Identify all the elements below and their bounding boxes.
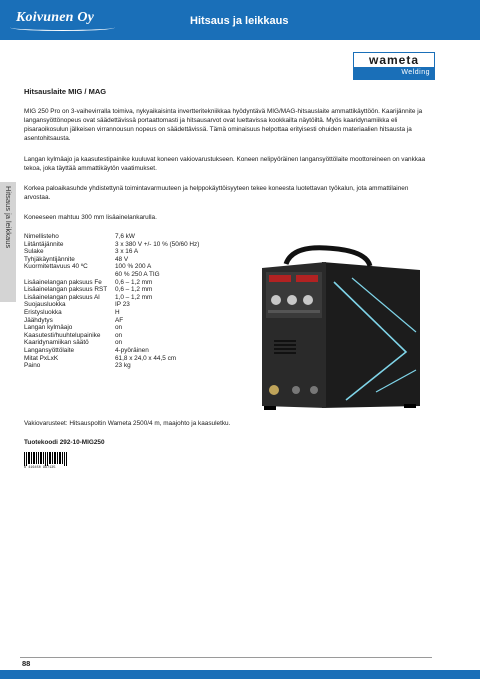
spec-label: Nimellisteho bbox=[24, 233, 59, 240]
spec-label: Langansyöttölaite bbox=[24, 346, 75, 354]
side-tab-label: Hitsaus ja leikkaus bbox=[4, 186, 13, 249]
spec-row bbox=[24, 263, 254, 271]
spec-value: H bbox=[115, 308, 120, 316]
spec-value: on bbox=[115, 324, 123, 332]
spec-value: 7,6 kW bbox=[115, 233, 135, 240]
spec-row bbox=[24, 241, 254, 249]
brand-subtitle: Welding bbox=[354, 67, 434, 79]
brand-name: wameta bbox=[368, 53, 420, 67]
side-section-tab bbox=[0, 182, 16, 302]
footer-bar bbox=[0, 670, 480, 679]
specs-table bbox=[24, 233, 254, 370]
spec-value: 61,8 x 24,0 x 44,5 cm bbox=[115, 354, 177, 362]
spec-value: IP 23 bbox=[115, 301, 130, 309]
brand-logo bbox=[353, 52, 435, 80]
company-logo: Koivunen Oy bbox=[16, 10, 95, 25]
spec-label: Sulake bbox=[24, 248, 44, 256]
spec-label: Liitäntäjännite bbox=[24, 240, 64, 248]
spec-value: 23 kg bbox=[115, 362, 131, 370]
spec-row bbox=[24, 248, 254, 256]
spec-value: 4-pyöräinen bbox=[115, 346, 149, 354]
spec-row bbox=[24, 332, 254, 340]
spec-label: Lisäainelangan paksuus Al bbox=[24, 293, 100, 301]
spec-row bbox=[24, 286, 254, 294]
logo-swoosh bbox=[10, 24, 115, 31]
spec-label: Paino bbox=[24, 362, 41, 370]
spec-value: 100 % 200 A bbox=[115, 263, 152, 271]
spec-value: on bbox=[115, 339, 123, 347]
product-code: Tuotekoodi 292-10-MIG250 bbox=[24, 439, 105, 446]
spec-row bbox=[24, 347, 254, 355]
spec-label: Kaaridynamiikan säätö bbox=[24, 339, 89, 347]
spec-label: Tyhjäkäyntijännite bbox=[24, 255, 75, 263]
spec-value: AF bbox=[115, 316, 124, 324]
section-title: Hitsaus ja leikkaus bbox=[190, 15, 289, 27]
spec-row bbox=[24, 317, 254, 325]
description-paragraph: Langan kylmäajo ja kaasutestipainike kuuluvat koneen vakiovarustukseen. Koneen nelipyöräinen langansyöttölaite moottoreineen on vankkaa tekoa, joka täyttää ammattikäytön vaatimukset. bbox=[24, 156, 426, 172]
spec-label: Kaasutesti/huuhtelupainike bbox=[24, 331, 101, 339]
spec-value: 1,0 – 1,2 mm bbox=[115, 293, 153, 301]
description-paragraph: Korkea paloaikasuhde yhdistettynä toimintavarmuuteen ja helppokäyttöisyyteen tekee koneesta luotettavan työkalun, jota ammattilainen arvostaa. bbox=[24, 185, 409, 201]
spec-row bbox=[24, 301, 254, 309]
product-title: Hitsauslaite MIG / MAG bbox=[24, 87, 107, 96]
spec-row bbox=[24, 324, 254, 332]
spec-row bbox=[24, 256, 254, 264]
description-paragraph: MIG 250 Pro on 3-vaihevirralla toimiva, nykyaikaisinta invertteritekniikkaa hyödyntävä MIG/MAG-hitsauslaite ammattikäyttöön. Kaarijännite ja langansyöttönopeus ovat säädettävissä portaattomasti ja hitsausarvot ovat luettavissa kookkailta näytöiltä. Myös kaaridynamiikka eli pisaraoikosulun jälkeisen virrannousun nopeus on säädettävissä. Tämä ominaisuus helpottaa erityisesti ohuiden materiaalien hitsausta ja asentohitsausta. bbox=[24, 108, 423, 142]
spec-row bbox=[24, 233, 254, 241]
header-bar bbox=[0, 0, 480, 40]
spec-value: 0,6 – 1,2 mm bbox=[115, 286, 153, 294]
spec-label: Jäähdytys bbox=[24, 316, 53, 324]
accessories-text: Vakiovarusteet: Hitsauspoltin Wameta 2500/4 m, maajohto ja kaasuletku. bbox=[24, 420, 231, 427]
spec-label bbox=[24, 271, 115, 279]
spec-value: 60 % 250 A TIG bbox=[115, 270, 160, 278]
spec-row bbox=[24, 355, 254, 363]
barcode bbox=[24, 452, 68, 472]
barcode-bars bbox=[24, 452, 68, 466]
spec-row bbox=[24, 339, 254, 347]
spec-row bbox=[24, 271, 254, 279]
spec-row bbox=[24, 362, 254, 370]
spec-label: Kuormitettavuus 40 ºC bbox=[24, 263, 88, 271]
page-number: 88 bbox=[22, 659, 31, 668]
spec-value: 0,6 – 1,2 mm bbox=[115, 278, 153, 286]
barcode-number: 6 416450 997135 bbox=[24, 466, 56, 470]
welder-product-image bbox=[256, 242, 426, 414]
footer-divider bbox=[20, 657, 432, 658]
spec-value: 48 V bbox=[115, 255, 129, 263]
spec-value: 3 x 380 V +/- 10 % (50/60 Hz) bbox=[115, 240, 200, 248]
spec-value: 3 x 16 A bbox=[115, 248, 139, 256]
spec-value: on bbox=[115, 331, 123, 339]
spec-label: Mitat PxLxK bbox=[24, 354, 59, 362]
spec-row bbox=[24, 279, 254, 287]
spec-label: Lisäainelangan paksuus RST bbox=[24, 286, 108, 294]
description-paragraph: Koneeseen mahtuu 300 mm lisäainelankarulla. bbox=[24, 214, 157, 221]
spec-label: Eristysluokka bbox=[24, 308, 62, 316]
spec-row bbox=[24, 294, 254, 302]
spec-label: Suojausluokka bbox=[24, 301, 66, 309]
spec-label: Lisäainelangan paksuus Fe bbox=[24, 278, 102, 286]
spec-label: Langan kylmäajo bbox=[24, 324, 73, 332]
spec-row bbox=[24, 309, 254, 317]
